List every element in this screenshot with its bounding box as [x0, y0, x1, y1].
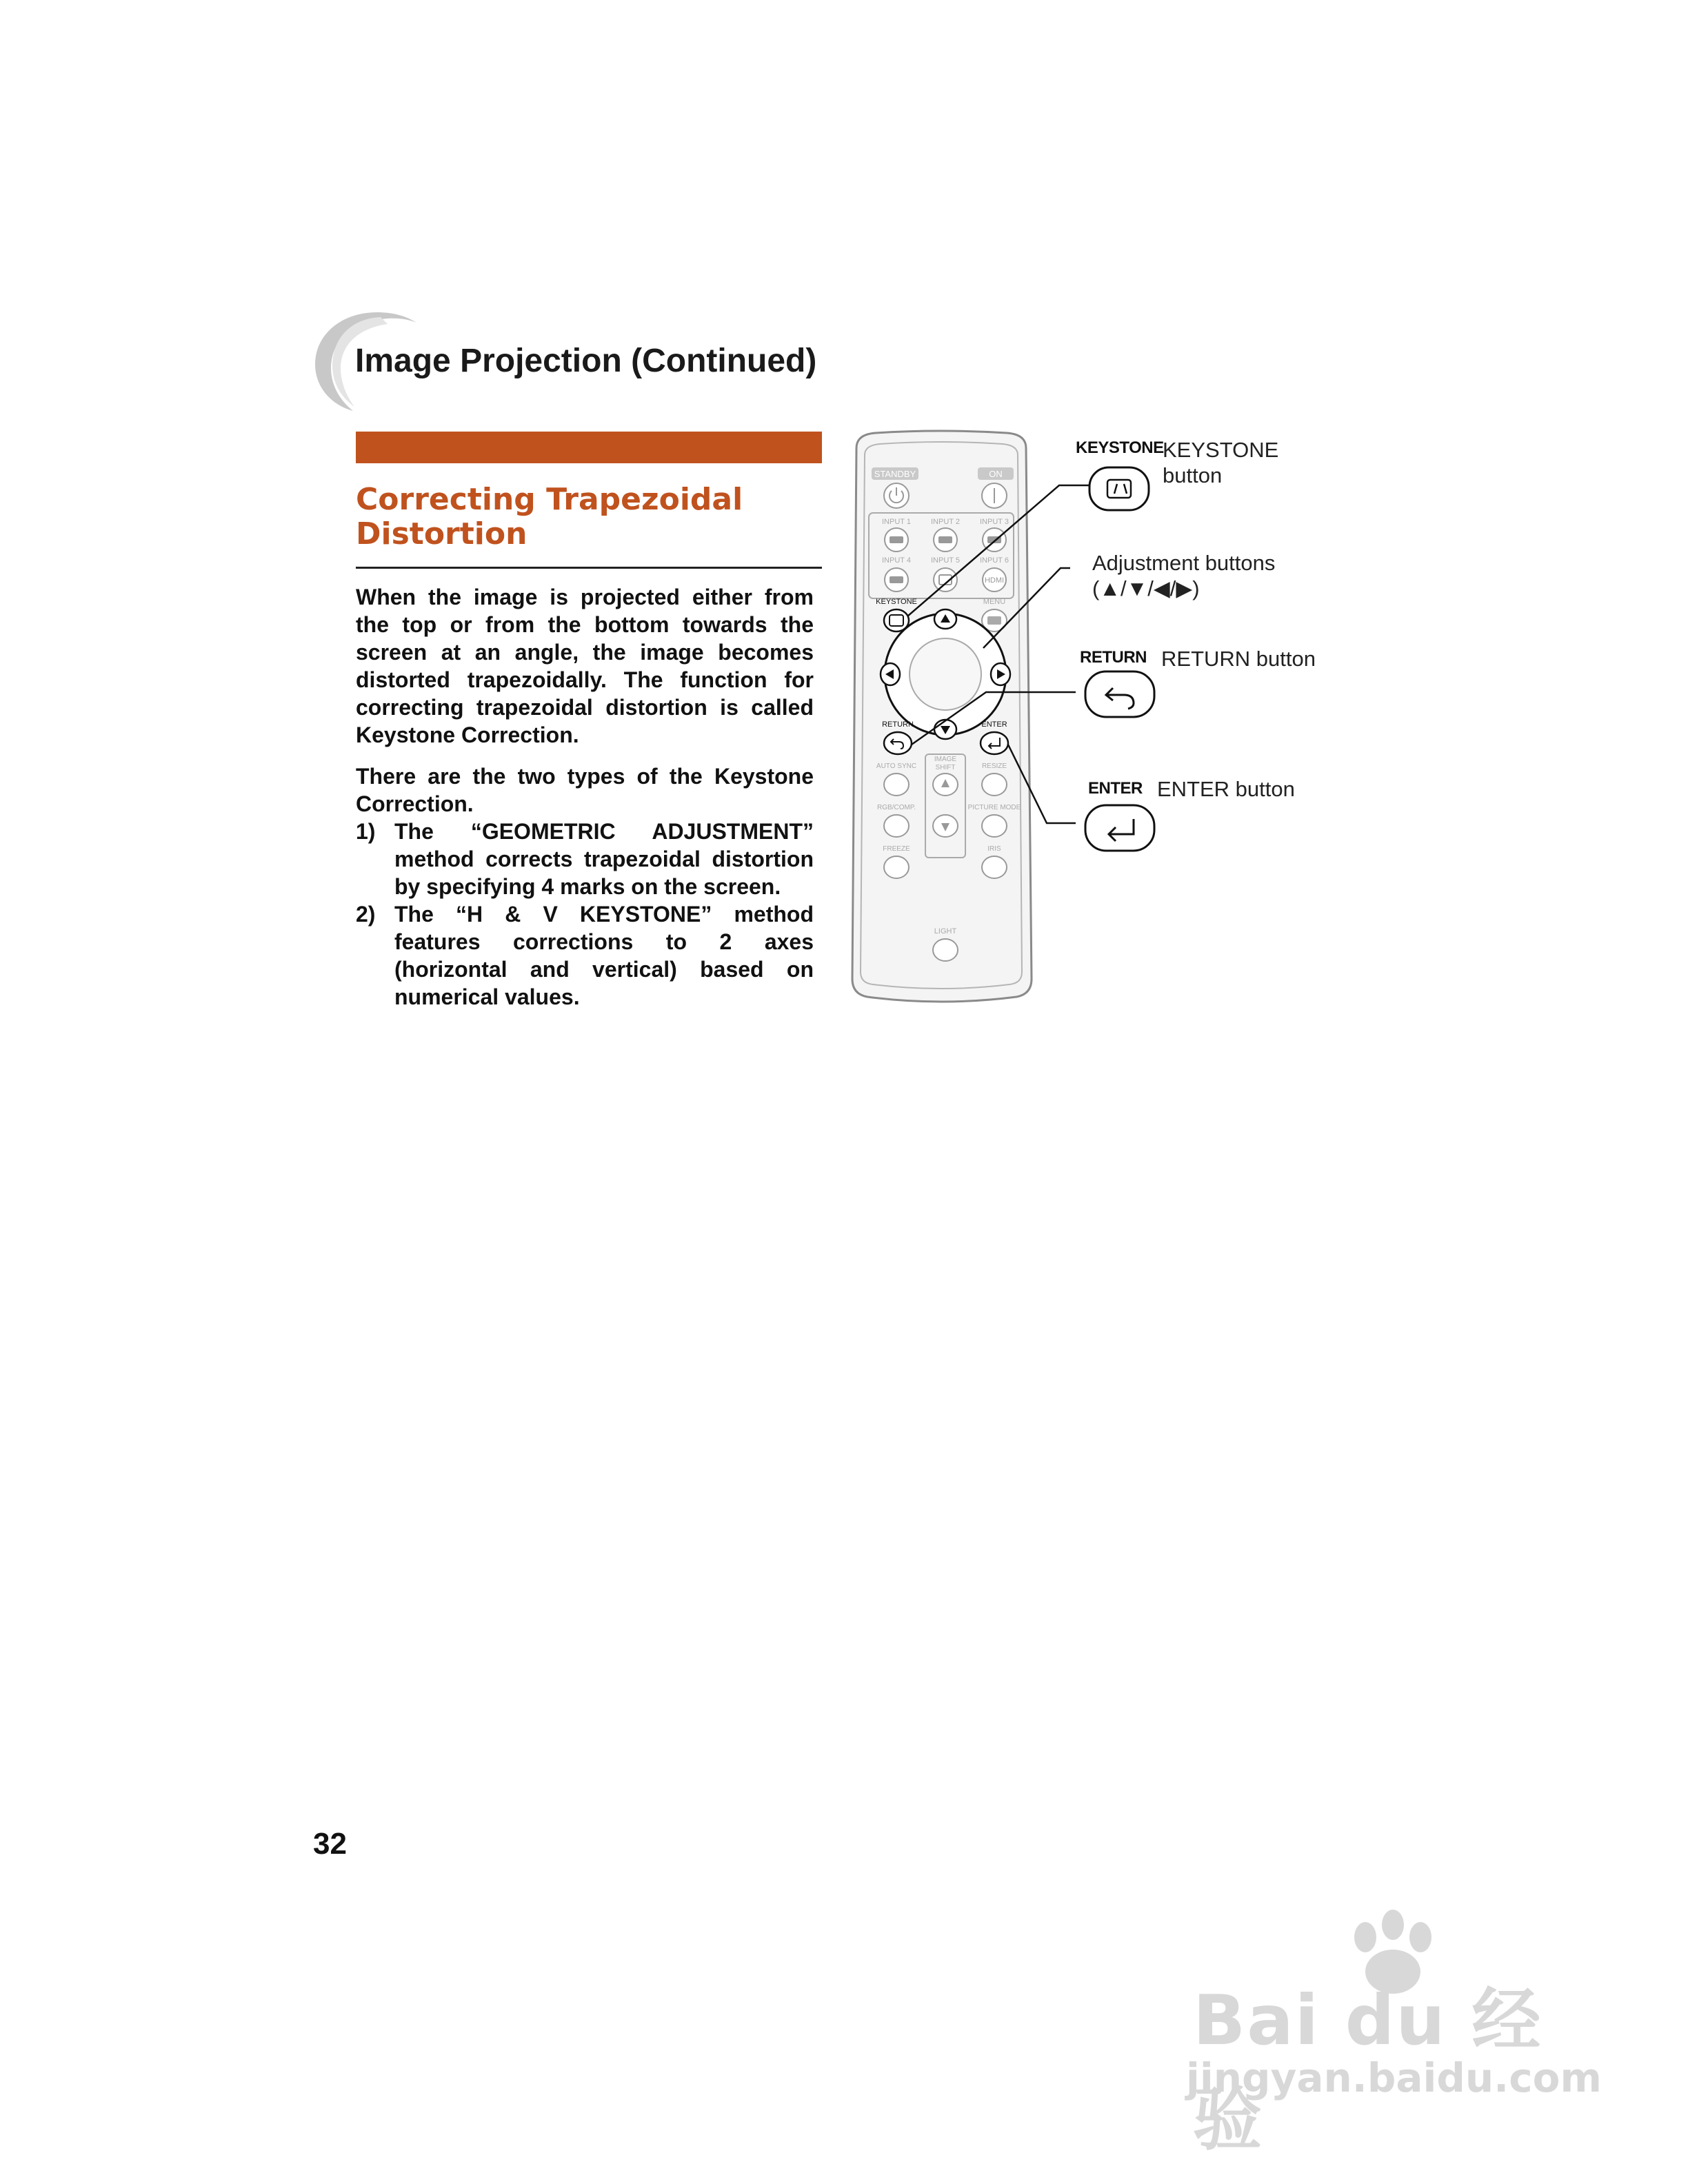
- enter-remote-label: ENTER: [981, 720, 1007, 729]
- input1-label: INPUT 1: [882, 518, 911, 526]
- keystone-callout-text: [1163, 437, 1278, 488]
- auto-sync-button: [884, 774, 909, 796]
- resize-button: [982, 774, 1007, 796]
- section-heading-line-2: Distortion: [356, 516, 528, 552]
- body-text: [356, 583, 814, 1011]
- watermark-brand: Bai du 经验: [1193, 1980, 1543, 2160]
- input5-label: INPUT 5: [931, 556, 960, 565]
- picture-mode-label: PICTURE MODE: [967, 804, 1021, 811]
- adjust-callout-line-1: Adjustment buttons: [1092, 551, 1276, 575]
- on-label: ON: [989, 469, 1003, 479]
- enter-remote-button: [981, 732, 1008, 754]
- adjust-callout-text: [1092, 550, 1275, 601]
- list-item-number: 1): [356, 819, 376, 844]
- hdmi-label: HDMI: [984, 576, 1005, 585]
- input3-label: INPUT 3: [980, 518, 1009, 526]
- remote-control-figure: [848, 427, 1352, 1020]
- keystone-callout-label: KEYSTONE: [1076, 438, 1164, 457]
- keystone-callout-line-2: button: [1163, 463, 1223, 487]
- list-item-text: The “GEOMETRIC ADJUSTMENT” method corrects trapezoidal distortion by specifying 4 marks on the screen.: [394, 819, 814, 899]
- return-remote-label: RETURN: [882, 720, 914, 729]
- image-shift-label-2: SHIFT: [935, 764, 956, 771]
- nav-pad-center: [910, 638, 981, 710]
- watermark-url: jingyan.baidu.com: [1186, 2054, 1602, 2101]
- heading-divider: [356, 567, 822, 569]
- page-number: 32: [313, 1827, 347, 1861]
- adjust-callout-line-2: (▲/▼/◀/▶): [1092, 576, 1200, 600]
- input5-button: [934, 568, 957, 592]
- list-item-text: The “H & V KEYSTONE” method features corrections to 2 axes (horizontal and vertical) based on numerical values.: [394, 902, 814, 1009]
- standby-label: STANDBY: [874, 469, 916, 479]
- keystone-remote-label: KEYSTONE: [876, 598, 917, 606]
- picture-mode-button: [982, 815, 1007, 837]
- light-button: [933, 939, 958, 961]
- input6-label: INPUT 6: [980, 556, 1009, 565]
- freeze-button: [884, 856, 909, 878]
- keystone-callout-button: [1089, 467, 1149, 510]
- list-item: [356, 900, 814, 1011]
- section-heading: [356, 483, 825, 552]
- rgb-comp-button: [884, 815, 909, 837]
- keystone-callout-line-1: KEYSTONE: [1163, 438, 1279, 462]
- auto-sync-label: AUTO SYNC: [876, 762, 917, 770]
- freeze-label: FREEZE: [883, 845, 910, 853]
- types-paragraph: There are the two types of the Keystone Correction.: [356, 764, 814, 816]
- resize-label: RESIZE: [981, 762, 1007, 770]
- input4-label: INPUT 4: [882, 556, 911, 565]
- light-label: LIGHT: [934, 927, 957, 936]
- enter-callout-label: ENTER: [1088, 779, 1143, 798]
- image-shift-label-1: IMAGE: [934, 756, 957, 763]
- iris-label: IRIS: [987, 845, 1001, 853]
- menu-remote-label: MENU: [983, 598, 1006, 606]
- enter-callout-text: ENTER button: [1157, 777, 1295, 801]
- return-callout-text: RETURN button: [1161, 647, 1316, 671]
- intro-paragraph: When the image is projected either from the top or from the bottom towards the screen at an angle, the image becomes distorted trapezoidally. The function for correcting trapezoidal distortion is called Keystone Correction.: [356, 585, 814, 747]
- types-list: [356, 818, 814, 1011]
- section-heading-line-1: Correcting Trapezoidal: [356, 482, 743, 517]
- enter-callout-button: [1085, 805, 1154, 851]
- list-item-number: 2): [356, 902, 376, 927]
- baidu-watermark: [1186, 1910, 1602, 2160]
- return-remote-button: [884, 732, 912, 754]
- section-color-bar: [356, 432, 822, 463]
- return-callout-label: RETURN: [1080, 648, 1147, 667]
- rgb-comp-label: RGB/COMP.: [877, 804, 916, 811]
- iris-button: [982, 856, 1007, 878]
- list-item: [356, 818, 814, 900]
- page-title: Image Projection (Continued): [355, 343, 817, 379]
- input2-label: INPUT 2: [931, 518, 960, 526]
